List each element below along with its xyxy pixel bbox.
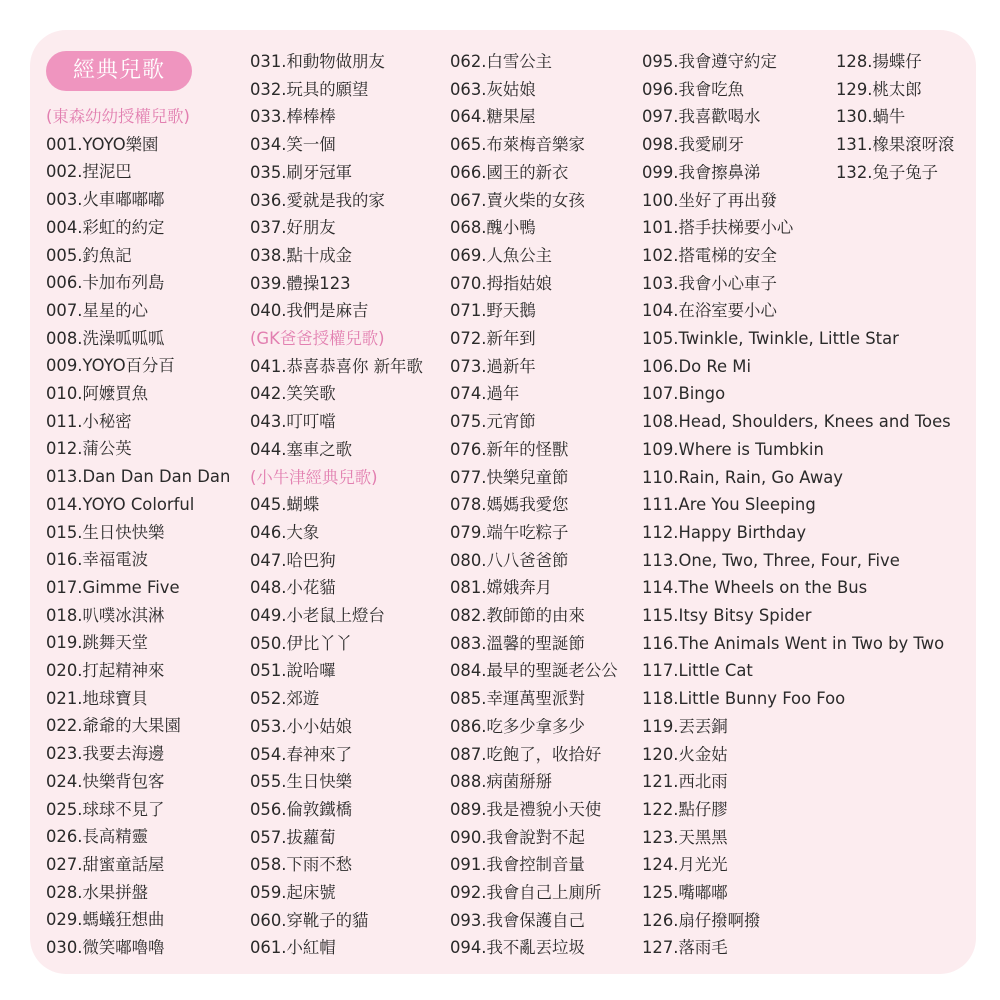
song-item: 039.體操123 bbox=[250, 273, 351, 293]
song-item: 122.點仔膠 bbox=[642, 799, 728, 819]
song-item: 124.月光光 bbox=[642, 855, 728, 875]
song-item: 128.揚蝶仔 bbox=[836, 52, 922, 71]
song-item: 119.丟丟銅 bbox=[642, 716, 728, 736]
song-item: 008.洗澡呱呱呱 bbox=[46, 328, 165, 348]
song-item: 024.快樂背包客 bbox=[46, 771, 165, 791]
song-item: 018.叭噗冰淇淋 bbox=[46, 605, 165, 625]
song-item: 016.幸福電波 bbox=[46, 550, 149, 570]
song-item: 020.打起精神來 bbox=[46, 661, 165, 680]
song-item: 130.蝸牛 bbox=[836, 107, 906, 127]
song-item: 062.白雪公主 bbox=[450, 52, 553, 71]
song-item: 002.捏泥巴 bbox=[46, 162, 132, 182]
song-item: 094.我不亂丟垃圾 bbox=[450, 938, 585, 958]
song-item: 096.我會吃魚 bbox=[642, 79, 745, 99]
song-item: 048.小花貓 bbox=[250, 578, 336, 598]
song-item: 056.倫敦鐵橋 bbox=[250, 799, 353, 819]
song-item: 004.彩虹的約定 bbox=[46, 217, 165, 237]
song-item: 014.YOYO Colorful bbox=[46, 494, 195, 514]
song-item: 078.媽媽我愛您 bbox=[450, 495, 569, 515]
song-item: 010.阿嬤買魚 bbox=[46, 384, 149, 403]
song-item: 123.天黑黑 bbox=[642, 827, 728, 847]
song-item: 103.我會小心車子 bbox=[642, 273, 777, 293]
song-item: 131.橡果滾呀滾 bbox=[836, 135, 955, 155]
song-item: 101.搭手扶梯要小心 bbox=[642, 218, 794, 238]
song-item: 050.伊比丫丫 bbox=[250, 633, 353, 653]
song-item: 106.Do Re Mi bbox=[642, 356, 751, 376]
song-item: 090.我會說對不起 bbox=[450, 827, 585, 847]
song-item: 061.小紅帽 bbox=[250, 938, 336, 958]
song-item: 083.溫馨的聖誕節 bbox=[450, 633, 585, 653]
song-item: 047.哈巴狗 bbox=[250, 550, 336, 570]
song-item: 125.嘴嘟嘟 bbox=[642, 883, 728, 902]
song-item: 068.醜小鴨 bbox=[450, 218, 536, 238]
song-item: 060.穿靴子的貓 bbox=[250, 910, 369, 930]
song-item: 019.跳舞天堂 bbox=[46, 633, 149, 653]
song-item: 051.說哈囉 bbox=[250, 661, 336, 681]
song-item: 028.水果拼盤 bbox=[46, 882, 149, 902]
song-item: 015.生日快快樂 bbox=[46, 522, 165, 542]
song-item: 121.西北雨 bbox=[642, 772, 728, 792]
song-item: 036.愛就是我的家 bbox=[250, 190, 385, 210]
song-item: 085.幸運萬聖派對 bbox=[450, 689, 585, 709]
song-item: 113.One, Two, Three, Four, Five bbox=[642, 550, 900, 570]
song-item: 022.爺爺的大果園 bbox=[46, 716, 181, 736]
song-item: 027.甜蜜童話屋 bbox=[46, 854, 165, 874]
song-item: 075.元宵節 bbox=[450, 412, 536, 432]
song-item: 086.吃多少拿多少 bbox=[450, 716, 585, 736]
song-item: 059.起床號 bbox=[250, 883, 336, 902]
song-item: 031.和動物做朋友 bbox=[250, 52, 385, 71]
song-item: 013.Dan Dan Dan Dan bbox=[46, 467, 231, 487]
song-item: 058.下雨不愁 bbox=[250, 855, 353, 875]
song-item: 082.教師節的由來 bbox=[450, 606, 585, 625]
song-item: 029.螞蟻狂想曲 bbox=[46, 910, 165, 930]
song-item: 009.YOYO百分百 bbox=[46, 356, 175, 376]
song-item: 035.刷牙冠軍 bbox=[250, 162, 353, 182]
song-item: 037.好朋友 bbox=[250, 218, 336, 238]
section-heading: (東森幼幼授權兒歌) bbox=[46, 107, 190, 126]
song-item: 038.點十成金 bbox=[250, 245, 353, 265]
song-item: 025.球球不見了 bbox=[46, 799, 165, 819]
section-heading: (小牛津經典兒歌) bbox=[250, 467, 378, 487]
song-item: 111.Are You Sleeping bbox=[642, 495, 816, 515]
song-item: 007.星星的心 bbox=[46, 300, 149, 320]
song-item: 112.Happy Birthday bbox=[642, 522, 807, 542]
song-item: 120.火金姑 bbox=[642, 744, 728, 764]
song-item: 006.卡加布列島 bbox=[46, 273, 165, 293]
song-item: 097.我喜歡喝水 bbox=[642, 107, 761, 127]
song-item: 098.我愛刷牙 bbox=[642, 135, 745, 155]
song-item: 100.坐好了再出發 bbox=[642, 190, 777, 210]
song-item: 077.快樂兒童節 bbox=[450, 467, 569, 487]
song-item: 118.Little Bunny Foo Foo bbox=[642, 689, 846, 709]
song-item: 032.玩具的願望 bbox=[250, 79, 369, 99]
song-item: 092.我會自己上廁所 bbox=[450, 883, 602, 902]
song-item: 003.火車嘟嘟嘟 bbox=[46, 190, 165, 210]
song-item: 064.糖果屋 bbox=[450, 107, 536, 127]
song-item: 080.八八爸爸節 bbox=[450, 550, 569, 570]
song-item: 081.嫦娥奔月 bbox=[450, 578, 553, 598]
song-item: 126.扇仔撥啊撥 bbox=[642, 910, 761, 930]
song-item: 069.人魚公主 bbox=[450, 245, 553, 265]
song-item: 057.拔蘿蔔 bbox=[250, 827, 336, 847]
song-item: 079.端午吃粽子 bbox=[450, 522, 569, 542]
song-item: 066.國王的新衣 bbox=[450, 162, 569, 182]
song-item: 109.Where is Tumbkin bbox=[642, 439, 824, 459]
song-item: 087.吃飽了，收拾好 bbox=[450, 744, 602, 764]
song-item: 012.蒲公英 bbox=[46, 439, 132, 459]
song-item: 055.生日快樂 bbox=[250, 772, 353, 792]
song-item: 115.Itsy Bitsy Spider bbox=[642, 606, 812, 625]
song-item: 053.小小姑娘 bbox=[250, 716, 353, 736]
song-item: 072.新年到 bbox=[450, 329, 536, 348]
song-item: 105.Twinkle, Twinkle, Little Star bbox=[642, 329, 899, 348]
song-item: 104.在浴室要小心 bbox=[642, 301, 777, 321]
song-item: 005.釣魚記 bbox=[46, 245, 132, 265]
song-item: 041.恭喜恭喜你 新年歌 bbox=[250, 356, 423, 376]
song-item: 129.桃太郎 bbox=[836, 79, 922, 99]
title-badge: 經典兒歌 bbox=[46, 51, 192, 91]
song-item: 070.拇指姑娘 bbox=[450, 273, 553, 293]
song-item: 114.The Wheels on the Bus bbox=[642, 578, 868, 598]
song-item: 093.我會保護自己 bbox=[450, 910, 585, 930]
section-heading: (GK爸爸授權兒歌) bbox=[250, 329, 385, 348]
song-item: 073.過新年 bbox=[450, 356, 536, 376]
song-item: 017.Gimme Five bbox=[46, 577, 180, 597]
song-item: 102.搭電梯的安全 bbox=[642, 245, 777, 265]
song-item: 099.我會擦鼻涕 bbox=[642, 162, 761, 182]
song-item: 091.我會控制音量 bbox=[450, 855, 585, 875]
song-item: 040.我們是麻吉 bbox=[250, 301, 369, 321]
song-item: 074.過年 bbox=[450, 384, 520, 404]
song-item: 132.兔子兔子 bbox=[836, 162, 939, 182]
song-item: 033.棒棒棒 bbox=[250, 107, 336, 127]
song-item: 001.YOYO樂園 bbox=[46, 134, 159, 154]
song-item: 071.野天鵝 bbox=[450, 301, 536, 321]
song-item: 089.我是禮貌小天使 bbox=[450, 799, 602, 819]
song-item: 044.塞車之歌 bbox=[250, 439, 353, 459]
song-item: 088.病菌掰掰 bbox=[450, 772, 553, 792]
song-item: 117.Little Cat bbox=[642, 661, 753, 681]
song-item: 110.Rain, Rain, Go Away bbox=[642, 467, 844, 487]
song-item: 021.地球寶貝 bbox=[46, 688, 149, 708]
song-item: 049.小老鼠上燈台 bbox=[250, 606, 385, 625]
song-item: 030.微笑嘟嚕嚕 bbox=[46, 938, 165, 957]
song-item: 076.新年的怪獸 bbox=[450, 439, 569, 459]
song-item: 023.我要去海邊 bbox=[46, 744, 165, 764]
song-item: 052.郊遊 bbox=[250, 689, 320, 709]
song-item: 108.Head, Shoulders, Knees and Toes bbox=[642, 412, 951, 432]
song-item: 034.笑一個 bbox=[250, 135, 336, 155]
song-item: 042.笑笑歌 bbox=[250, 384, 336, 404]
song-item: 011.小秘密 bbox=[46, 411, 132, 431]
song-item: 043.叮叮噹 bbox=[250, 412, 336, 432]
song-item: 063.灰姑娘 bbox=[450, 79, 536, 99]
song-item: 054.春神來了 bbox=[250, 744, 353, 764]
song-item: 065.布萊梅音樂家 bbox=[450, 135, 585, 155]
song-item: 067.賣火柴的女孩 bbox=[450, 190, 585, 210]
song-item: 045.蝴蝶 bbox=[250, 495, 320, 515]
song-item: 116.The Animals Went in Two by Two bbox=[642, 633, 945, 653]
song-item: 046.大象 bbox=[250, 522, 320, 542]
song-item: 026.長高精靈 bbox=[46, 827, 149, 847]
song-item: 127.落雨毛 bbox=[642, 938, 728, 958]
song-item: 095.我會遵守約定 bbox=[642, 52, 777, 71]
song-item: 107.Bingo bbox=[642, 384, 726, 404]
song-item: 084.最早的聖誕老公公 bbox=[450, 661, 618, 681]
